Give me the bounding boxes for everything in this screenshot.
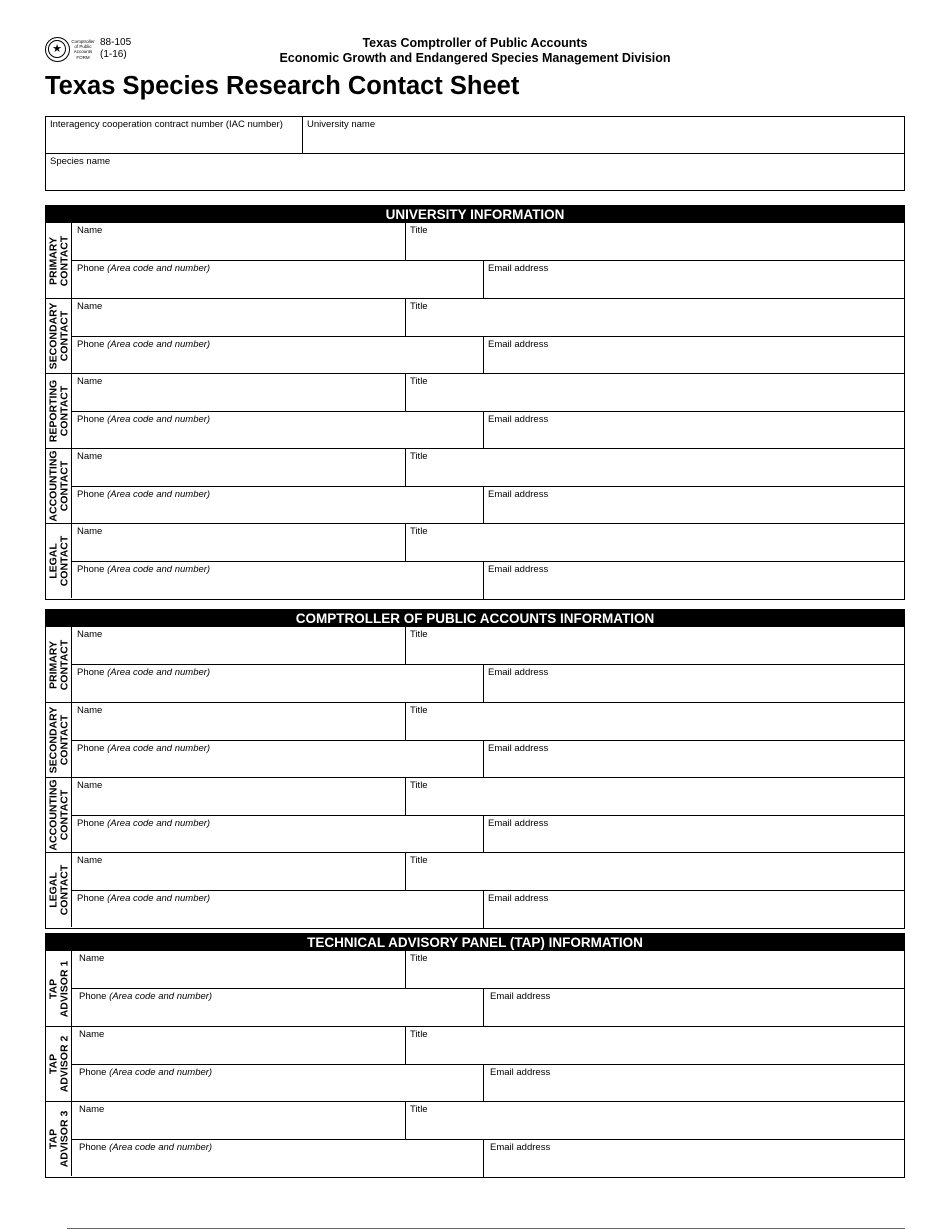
phone-label: Phone	[77, 414, 105, 425]
contact-block	[46, 448, 904, 523]
contact-role-text	[49, 1036, 70, 1093]
contact-role-text	[49, 707, 70, 774]
contact-role-line: ACCOUNTING	[47, 779, 60, 851]
contact-role-text	[49, 536, 70, 587]
contact-role-label	[46, 703, 72, 777]
name-field[interactable]: Name	[77, 376, 103, 387]
phone-label: Phone	[79, 1067, 107, 1078]
email-field[interactable]: Email address	[488, 263, 549, 274]
contact-role-line: CONTACT	[58, 460, 70, 512]
row-divider	[72, 411, 904, 412]
seal-caption-line: of Public	[74, 44, 92, 50]
form-revision: (1-16)	[100, 48, 127, 60]
phone-label: Phone	[77, 893, 105, 904]
title-field[interactable]: Title	[410, 855, 428, 866]
phone-field[interactable]	[77, 564, 210, 575]
phone-hint: (Area code and number)	[109, 991, 213, 1002]
contact-section	[45, 205, 905, 600]
column-divider	[483, 1064, 484, 1102]
contact-role-text	[49, 450, 70, 521]
title-field[interactable]: Title	[410, 629, 428, 640]
contact-role-label	[46, 853, 72, 927]
contact-block	[46, 777, 904, 852]
form-number: 88-105	[100, 37, 132, 48]
footer-rule	[67, 1228, 905, 1229]
contact-block	[46, 702, 904, 777]
contact-role-line: CONTACT	[58, 310, 70, 362]
phone-hint: (Area code and number)	[109, 1067, 213, 1078]
phone-hint: (Area code and number)	[107, 743, 211, 754]
column-divider	[405, 853, 406, 890]
agency-name: Texas Comptroller of Public Accounts	[362, 36, 588, 50]
column-divider	[405, 223, 406, 260]
column-divider	[483, 664, 484, 702]
field-divider	[302, 117, 303, 154]
contact-role-line: SECONDARY	[47, 706, 60, 774]
contact-role-text	[49, 639, 70, 690]
phone-hint: (Area code and number)	[107, 414, 211, 425]
title-field[interactable]: Title	[410, 953, 428, 964]
iac-number-field[interactable]: Interagency cooperation contract number (IAC number)	[50, 119, 283, 130]
contact-role-text	[49, 779, 70, 850]
phone-hint: (Area code and number)	[107, 667, 211, 678]
phone-label: Phone	[79, 1142, 107, 1153]
row-divider	[72, 486, 904, 487]
row-divider	[72, 988, 904, 989]
phone-field[interactable]	[77, 263, 210, 274]
contact-role-label	[46, 524, 72, 598]
column-divider	[405, 1027, 406, 1064]
phone-label: Phone	[79, 991, 107, 1002]
email-field[interactable]: Email address	[490, 1067, 551, 1078]
row-divider	[72, 1139, 904, 1140]
contact-role-line: TAP	[47, 978, 60, 999]
contact-block	[46, 223, 904, 298]
contact-block	[46, 1101, 904, 1176]
phone-field[interactable]	[79, 991, 212, 1002]
name-field[interactable]: Name	[77, 705, 103, 716]
section-header: TECHNICAL ADVISORY PANEL (TAP) INFORMATION	[46, 934, 904, 951]
email-field[interactable]: Email address	[490, 1142, 551, 1153]
title-field[interactable]: Title	[410, 376, 428, 387]
contact-role-line: ADVISOR 1	[58, 960, 70, 1017]
section-header: COMPTROLLER OF PUBLIC ACCOUNTS INFORMATION	[46, 610, 904, 627]
column-divider	[405, 951, 406, 988]
column-divider	[405, 374, 406, 411]
seal-caption-line: Accounts	[73, 49, 93, 55]
column-divider	[483, 740, 484, 778]
contact-role-label	[46, 374, 72, 448]
name-field[interactable]: Name	[77, 301, 103, 312]
contact-role-line: CONTACT	[58, 714, 70, 766]
title-field[interactable]: Title	[410, 1104, 428, 1115]
title-field[interactable]: Title	[410, 225, 428, 236]
contact-role-label	[46, 951, 72, 1026]
contact-block	[46, 1026, 904, 1101]
phone-field[interactable]	[77, 667, 210, 678]
email-field[interactable]: Email address	[488, 339, 549, 350]
contact-role-text	[49, 303, 70, 370]
row-divider	[72, 260, 904, 261]
phone-field[interactable]	[79, 1142, 212, 1153]
column-divider	[405, 524, 406, 561]
contact-role-line: CONTACT	[58, 864, 70, 916]
university-name-field[interactable]: University name	[307, 119, 376, 130]
contact-role-line: TAP	[47, 1128, 60, 1150]
phone-label: Phone	[77, 818, 105, 829]
contact-role-text	[49, 235, 70, 286]
contact-role-label	[46, 1102, 72, 1176]
contact-role-line: SECONDARY	[47, 302, 60, 370]
contact-role-line: CONTACT	[58, 385, 70, 437]
phone-field[interactable]	[77, 743, 210, 754]
contact-role-line: TAP	[47, 1053, 60, 1075]
title-field[interactable]: Title	[410, 301, 428, 312]
contact-role-line: CONTACT	[58, 535, 70, 587]
contact-section	[45, 609, 905, 929]
column-divider	[483, 815, 484, 853]
row-divider	[72, 336, 904, 337]
contact-block	[46, 373, 904, 448]
contact-role-label	[46, 1027, 72, 1101]
name-field[interactable]: Name	[77, 629, 103, 640]
phone-label: Phone	[77, 489, 105, 500]
row-divider	[72, 1064, 904, 1065]
contact-role-line: CONTACT	[58, 639, 70, 690]
row-divider	[72, 561, 904, 562]
phone-field[interactable]	[77, 339, 210, 350]
phone-hint: (Area code and number)	[109, 1142, 213, 1153]
contact-block	[46, 298, 904, 373]
row-divider	[72, 740, 904, 741]
phone-field[interactable]	[79, 1067, 212, 1078]
contact-role-line: PRIMARY	[47, 236, 60, 285]
email-field[interactable]: Email address	[488, 414, 549, 425]
contact-role-label	[46, 299, 72, 373]
phone-hint: (Area code and number)	[107, 489, 211, 500]
seal-caption-line: Comptroller	[71, 39, 95, 44]
contact-block	[46, 951, 904, 1026]
row-divider	[72, 664, 904, 665]
contact-role-line: CONTACT	[58, 235, 70, 286]
title-field[interactable]: Title	[410, 451, 428, 462]
name-field[interactable]: Name	[79, 953, 105, 964]
name-field[interactable]: Name	[79, 1029, 105, 1040]
column-divider	[483, 1139, 484, 1177]
contact-role-text	[49, 865, 70, 916]
name-field[interactable]: Name	[77, 526, 103, 537]
contact-role-line: ADVISOR 3	[58, 1110, 70, 1168]
title-field[interactable]: Title	[410, 705, 428, 716]
phone-label: Phone	[77, 564, 105, 575]
email-field[interactable]: Email address	[488, 818, 549, 829]
title-field[interactable]: Title	[410, 526, 428, 537]
email-field[interactable]: Email address	[488, 564, 549, 575]
contact-role-label	[46, 223, 72, 298]
contact-role-line: ACCOUNTING	[47, 450, 60, 522]
contact-role-line: PRIMARY	[47, 640, 60, 689]
name-field[interactable]: Name	[77, 451, 103, 462]
contact-role-label	[46, 627, 72, 702]
star-icon: ★	[48, 40, 66, 58]
contact-role-text	[49, 960, 70, 1017]
column-divider	[405, 1102, 406, 1139]
email-field[interactable]: Email address	[490, 991, 551, 1002]
column-divider	[483, 336, 484, 374]
title-field[interactable]: Title	[410, 1029, 428, 1040]
species-name-field[interactable]: Species name	[50, 156, 111, 167]
contact-role-line: LEGAL	[47, 872, 60, 908]
phone-label: Phone	[77, 743, 105, 754]
contact-role-label	[46, 778, 72, 852]
column-divider	[483, 561, 484, 599]
phone-label: Phone	[77, 263, 105, 274]
division-name: Economic Growth and Endangered Species Management Division	[279, 51, 671, 65]
phone-label: Phone	[77, 339, 105, 350]
phone-hint: (Area code and number)	[107, 893, 211, 904]
row-divider	[72, 815, 904, 816]
phone-field[interactable]	[77, 893, 210, 904]
phone-hint: (Area code and number)	[107, 818, 211, 829]
contact-role-text	[49, 380, 70, 442]
contact-block	[46, 523, 904, 598]
column-divider	[405, 449, 406, 486]
title-field[interactable]: Title	[410, 780, 428, 791]
column-divider	[483, 486, 484, 524]
phone-field[interactable]	[77, 414, 210, 425]
contact-role-line: ADVISOR 2	[58, 1035, 70, 1093]
contact-role-text	[49, 1111, 70, 1168]
phone-label: Phone	[77, 667, 105, 678]
contact-block	[46, 627, 904, 702]
seal-caption-line: FORM	[76, 54, 90, 60]
column-divider	[483, 260, 484, 298]
contact-role-label	[46, 449, 72, 523]
email-field[interactable]: Email address	[488, 667, 549, 678]
name-field[interactable]: Name	[77, 780, 103, 791]
page-title: Texas Species Research Contact Sheet	[45, 72, 520, 100]
name-field[interactable]: Name	[79, 1104, 105, 1115]
row-divider	[72, 890, 904, 891]
identification-box	[45, 116, 905, 191]
email-field[interactable]: Email address	[488, 743, 549, 754]
column-divider	[483, 988, 484, 1026]
phone-hint: (Area code and number)	[107, 339, 211, 350]
phone-field[interactable]	[77, 818, 210, 829]
email-field[interactable]: Email address	[488, 893, 549, 904]
contact-section	[45, 933, 905, 1178]
column-divider	[405, 299, 406, 336]
column-divider	[405, 778, 406, 815]
contact-role-line: LEGAL	[47, 543, 60, 579]
column-divider	[483, 890, 484, 928]
column-divider	[405, 703, 406, 740]
phone-hint: (Area code and number)	[107, 263, 211, 274]
column-divider	[405, 627, 406, 664]
contact-role-line: CONTACT	[58, 789, 70, 841]
email-field[interactable]: Email address	[488, 489, 549, 500]
phone-hint: (Area code and number)	[107, 564, 211, 575]
contact-block	[46, 852, 904, 927]
section-header: UNIVERSITY INFORMATION	[46, 206, 904, 223]
column-divider	[483, 411, 484, 449]
name-field[interactable]: Name	[77, 855, 103, 866]
contact-role-line: REPORTING	[47, 379, 60, 443]
name-field[interactable]: Name	[77, 225, 103, 236]
phone-field[interactable]	[77, 489, 210, 500]
